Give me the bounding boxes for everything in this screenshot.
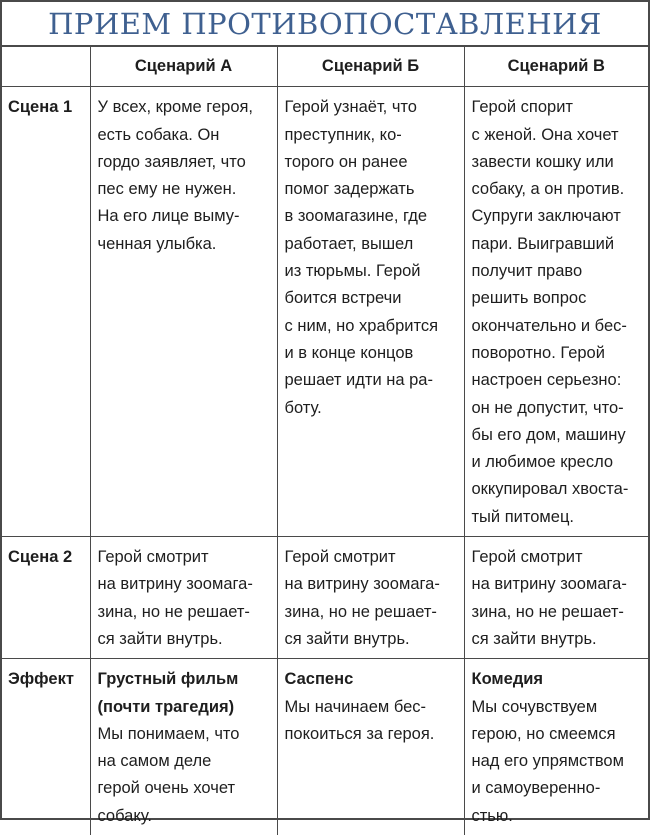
cell-text-line: пес ему не нужен. [97,180,237,199]
comparison-table [2,47,648,835]
cell-text-line: боту. [284,398,322,417]
cell-text-line: зина, но не решает- [97,602,250,621]
cell-text-line: Герой смотрит [97,548,209,567]
table-cell [464,537,648,659]
cell-text-line: помог задержать [284,180,415,199]
effect-genre-heading: Комедия [471,670,544,689]
cell-text-line: зина, но не решает- [284,602,437,621]
cell-text-line: поворотно. Герой [471,343,605,362]
cell-text-line: бы его дом, машину [471,425,626,444]
cell-text-line: Герой смотрит [284,548,396,567]
cell-text-line: стью. [471,806,513,825]
cell-text-line: собаку. [97,806,152,825]
table-cell [277,537,464,659]
table-row-effect [2,659,648,835]
cell-text-line: решить вопрос [471,289,587,308]
cell-text-line: с ним, но храбрится [284,316,439,335]
effect-genre-heading: Грустный фильм [97,670,239,689]
cell-text-line: ся зайти внутрь. [284,629,410,648]
cell-text-line: Супруги заключают [471,207,621,226]
row-label: Сцена 2 [2,537,90,659]
cell-text-line: торого он ранее [284,152,408,171]
page-title: ПРИЕМ ПРОТИВОПОСТАВЛЕНИЯ [2,2,648,47]
table-header-row [2,47,648,87]
effect-genre-heading: Саспенс [284,670,354,689]
cell-text-line: и в конце концов [284,343,414,362]
table-cell [464,659,648,835]
row-label: Сцена 1 [2,87,90,537]
row-label: Эффект [2,659,90,835]
cell-text-line: ся зайти внутрь. [97,629,223,648]
cell-text-line: на самом деле [97,752,212,771]
cell-text-line: Герой спорит [471,98,573,117]
cell-text-line: на витрину зоомага- [284,575,440,594]
cell-text-line: преступник, ко- [284,125,402,144]
cell-text-line: ся зайти внутрь. [471,629,597,648]
cell-text-line: На его лице выму- [97,207,240,226]
cell-text-line: с женой. Она хочет [471,125,619,144]
cell-text-line: пари. Выигравший [471,234,615,253]
table-row-scene-1 [2,87,648,537]
effect-genre-heading: (почти трагедия) [97,697,235,716]
cell-text-line: на витрину зоомага- [471,575,627,594]
cell-text-line: есть собака. Он [97,125,220,144]
table-cell [90,537,277,659]
cell-text-line: из тюрьмы. Герой [284,262,421,281]
cell-text-line: работает, вышел [284,234,414,253]
table-cell [464,87,648,537]
cell-text-line: в зоомагазине, где [284,207,428,226]
cell-text-line: и любимое кресло [471,453,614,472]
cell-text-line: на витрину зоомага- [97,575,253,594]
cell-text-line: герой очень хочет [97,779,236,798]
cell-text-line: Герой смотрит [471,548,583,567]
cell-text-line: покоиться за героя. [284,724,435,743]
table-cell [90,87,277,537]
header-scenario-a: Сценарий А [90,47,277,87]
cell-text-line: и самоуверенно- [471,779,601,798]
cell-text-line: решает идти на ра- [284,371,433,390]
cell-text-line: окончательно и бес- [471,316,627,335]
cell-text-line: гордо заявляет, что [97,152,246,171]
cell-text-line: Мы сочувствуем [471,697,598,716]
cell-text-line: герою, но смеемся [471,724,616,743]
header-empty-cell [2,47,90,87]
cell-text-line: он не допустит, что- [471,398,624,417]
table-row-scene-2 [2,537,648,659]
cell-text-line: тый питомец. [471,507,574,526]
cell-text-line: настроен серьезно: [471,371,622,390]
cell-text-line: собаку, а он против. [471,180,625,199]
header-scenario-b: Сценарий Б [277,47,464,87]
cell-text-line: зина, но не решает- [471,602,624,621]
cell-text-line: Мы начинаем бес- [284,697,427,716]
cell-text-line: оккупировал хвоста- [471,480,629,499]
cell-text-line: ченная улыбка. [97,234,217,253]
cell-text-line: получит право [471,262,583,281]
cell-text-line: Герой узнаёт, что [284,98,417,117]
table-cell [90,659,277,835]
cell-text-line: Мы понимаем, что [97,724,240,743]
header-scenario-c: Сценарий В [464,47,648,87]
table-cell [277,87,464,537]
cell-text-line: завести кошку или [471,152,614,171]
cell-text-line: боится встречи [284,289,402,308]
cell-text-line: над его упрямством [471,752,624,771]
cell-text-line: У всех, кроме героя, [97,98,254,117]
table-cell [277,659,464,835]
